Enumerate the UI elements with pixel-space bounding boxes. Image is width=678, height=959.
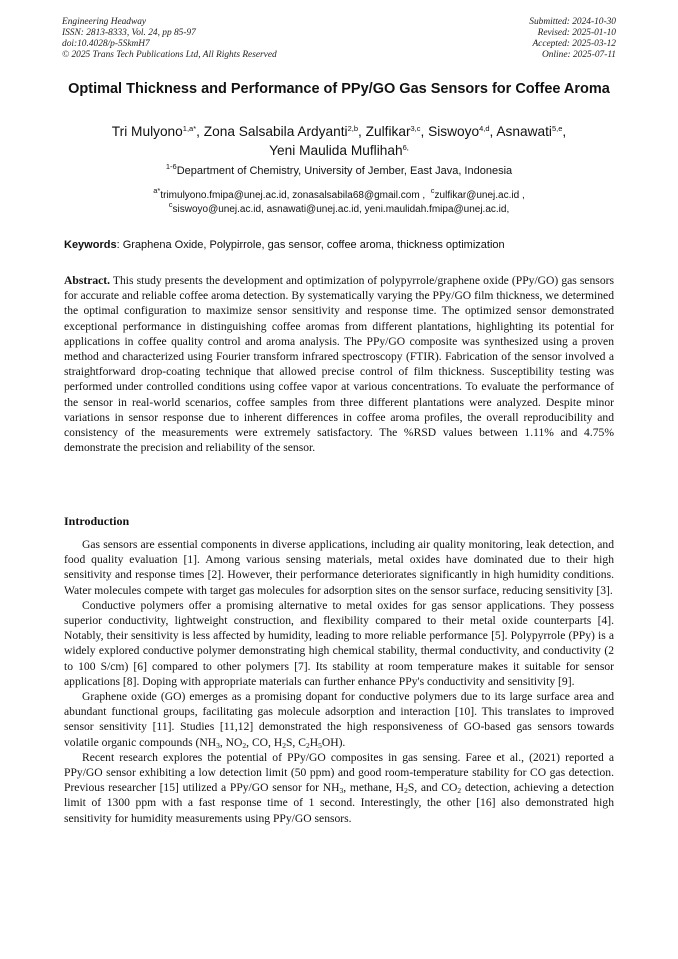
paragraph-text: Graphene oxide (GO) emerges as a promising dopant for conductive polymers due to its large surface area and abundant functional groups, facilitating gas molecule adsorption and interaction [10]. This translates to improved sensor sensitivity [11]. Studies [11,12] demonstrated the high responsiveness of GO-based gas sensors towards volatile organic compounds (NH <box>64 690 614 749</box>
paragraph <box>64 750 614 826</box>
author-separator: , <box>420 124 429 139</box>
subscript: 5 <box>318 740 322 750</box>
author-name: Asnawati <box>496 124 552 139</box>
keywords-label: Keywords <box>64 239 117 251</box>
keywords-text: : Graphena Oxide, Polypirrole, gas sensor, coffee aroma, thickness optimization <box>116 239 505 251</box>
subscript: 2 <box>242 740 247 750</box>
subscript: 2 <box>282 740 286 750</box>
author-emails <box>62 186 616 217</box>
issn-line: ISSN: 2813-8333, Vol. 24, pp 85-97 <box>62 28 196 38</box>
author-separator: , <box>489 124 497 139</box>
paragraph <box>64 689 614 750</box>
email-mark: c <box>168 200 173 209</box>
email-link[interactable]: trimulyono.fmipa@unej.ac.id, zonasalsabila68@gmail.com , <box>160 190 426 201</box>
doi-line: doi:10.4028/p-5SkmH7 <box>62 39 150 49</box>
author-name: Siswoyo <box>428 124 480 139</box>
paragraph: Gas sensors are essential components in diverse applications, including air quality monitoring, leak detection, and food quality evaluation [1]. Among various sensing materials, metal oxides have dominated due to their high sensitivity and response times [2]. However, their performance deteriorates significantly in high humidity conditions. Water molecules compete with target gas molecules for adsorption sites on the sensor surface, reducing sensitivity [3]. <box>64 538 614 597</box>
author-affiliation-mark: 3,c <box>410 124 421 133</box>
copyright-line: © 2025 Trans Tech Publications Ltd, All Rights Reserved <box>62 50 277 60</box>
submitted-date: Submitted: 2024-10-30 <box>529 17 616 27</box>
email-mark: a* <box>153 186 161 195</box>
subscript: 2 <box>305 740 310 750</box>
paragraph-text: , NO <box>219 735 243 749</box>
affiliation-mark: 1-6 <box>165 162 177 171</box>
journal-name: Engineering Headway <box>62 17 147 27</box>
paragraph-text: S, C <box>285 735 306 749</box>
affiliation <box>62 164 616 178</box>
online-date: Online: 2025-07-11 <box>541 50 616 60</box>
revised-date: Revised: 2025-01-10 <box>537 28 616 38</box>
subscript: 2 <box>457 786 462 796</box>
author-list <box>58 122 620 160</box>
email-mark: c <box>430 186 435 195</box>
journal-header-right <box>529 17 616 61</box>
journal-header-left <box>62 17 277 61</box>
paragraph-text: , CO, H <box>246 735 283 749</box>
author-name: Zulfikar <box>365 124 411 139</box>
paragraph-text: Recent research explores the potential of PPy/GO composites in gas sensing. Faree et al., (2021) reported a PPy/GO sensor exhibiting a low detection limit (50 ppm) and good room-temperature stability for CO gas detection. Previous researcher [15] utilized a PPy/GO sensor for NH <box>64 750 614 795</box>
affiliation-text: Department of Chemistry, University of Jember, East Java, Indonesia <box>176 165 513 177</box>
author-name: Zona Salsabila Ardyanti <box>203 124 348 139</box>
author-affiliation-mark: 1,a* <box>182 124 197 133</box>
subscript: 3 <box>216 740 220 750</box>
abstract-text: This study presents the development and optimization of polypyrrole/graphene oxide (PPy/GO) gas sensors for accurate and reliable coffee aroma detection. By systematically varying the PPy/GO film thickness, we determined the optimal configuration to maximize sensor sensitivity and response time. The optimized sensor demonstrated exceptional performance in distinguishing coffee aromas from different plantations, highlighting its potential for applications in coffee quality control and aroma analysis. The PPy/GO composite was synthesized using a proven method and characterized using Fourier transform infrared spectroscopy (FTIR). Fabrication of the sensor involved a straightforward drop-coating technique that allowed precise control of film thickness. Susceptibility testing was performed under controlled conditions using coffee vapor at various concentrations. To evaluate the performance of the sensor in real-world scenarios, coffee samples from three different plantations were analyzed. Despite minor variations in sensor response due to inherent differences in coffee aroma profiles, the overall reproducibility and consistency of the measurements were extremely satisfactory. The %RSD values between 1.11% and 4.75% demonstrate the precision and reliability of the sensor. <box>64 274 614 455</box>
paper-title: Optimal Thickness and Performance of PPy/GO Gas Sensors for Coffee Aroma <box>68 81 610 97</box>
email-link[interactable]: zulfikar@unej.ac.id , <box>434 190 525 201</box>
author-affiliation-mark: 5,e <box>551 124 563 133</box>
paragraph-text: detection, achieving a detection limit of 1300 ppm with a fast response time of 1 second. Interestingly, the other [16] also demonstrated high sensitivity for humidity measurements using PPy/GO sensors. <box>64 781 614 825</box>
author-affiliation-mark: 2,b <box>347 124 359 133</box>
accepted-date: Accepted: 2025-03-12 <box>532 39 616 49</box>
author-affiliation-mark: 4,d <box>479 124 490 133</box>
paragraph-text: OH). <box>321 735 346 749</box>
author-separator: , <box>196 124 204 139</box>
author-separator: , <box>358 124 366 139</box>
abstract <box>64 273 614 455</box>
introduction-heading: Introduction <box>64 514 130 528</box>
author-affiliation-mark: 6, <box>402 143 409 152</box>
introduction-body <box>64 537 614 826</box>
paragraph-text: H <box>309 735 319 749</box>
author-name: Tri Mulyono <box>111 124 183 139</box>
author-separator: , <box>562 124 567 139</box>
email-link[interactable]: siswoyo@unej.ac.id, asnawati@unej.ac.id, yeni.maulidah.fmipa@unej.ac.id, <box>172 204 510 215</box>
paragraph-text: , methane, H <box>343 781 405 795</box>
author-name: Yeni Maulida Muflihah <box>269 143 403 158</box>
paragraph-text: S, and CO <box>407 781 458 795</box>
keywords-line <box>64 238 616 252</box>
subscript: 2 <box>404 786 408 796</box>
abstract-label: Abstract. <box>64 274 111 287</box>
subscript: 3 <box>339 786 344 796</box>
paragraph: Conductive polymers offer a promising alternative to metal oxides for gas sensor applications. They possess superior conductivity, lightweight construction, and flexibility compared to their metal oxide counterparts [4]. Notably, their sensitivity is less affected by humidity, leading to more reliable performance [5]. Polypyrrole (PPy) is a widely explored conductive polymer demonstrating high chemical stability, thermal conductivity, and conductivity (2 to 100 S/cm) [6] compared to other polymers [7]. Its stability at room temperature makes it suitable for sensor applications [8]. Doping with appropriate materials can further enhance PPy's conductivity and sensitivity [9]. <box>64 598 614 688</box>
